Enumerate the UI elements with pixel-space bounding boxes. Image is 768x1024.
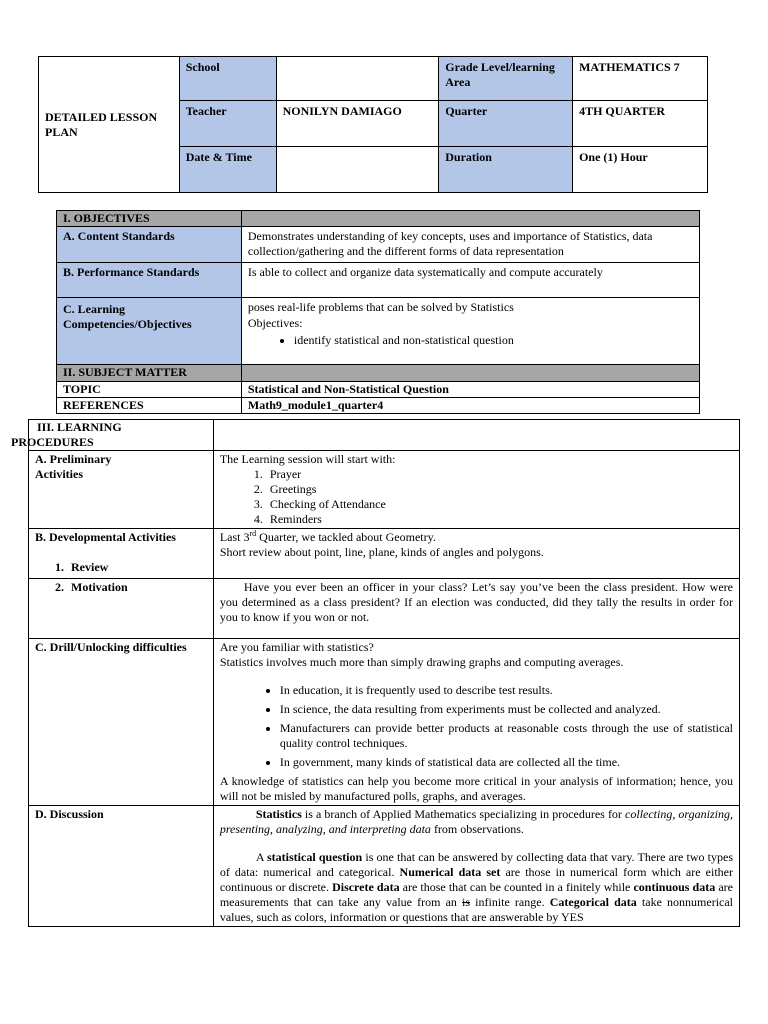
- references-value: Math9_module1_quarter4: [241, 398, 699, 414]
- drill-cell: [213, 639, 739, 806]
- list-item: 4. Reminders: [266, 512, 733, 527]
- list-item: • In education, it is frequently used to describe test results.: [280, 683, 733, 698]
- competencies-label: C. Learning Competencies/Objectives: [57, 298, 242, 365]
- drill-question: Are you familiar with statistics?: [219, 640, 374, 654]
- discussion-paragraph-2: A statistical question is one that can be answered by collecting data that vary. There are two types of data: numerical and categorical. Numerical data set are those in numerical form which are either continuous or discrete. Discrete data are those that can be counted in a finitely while continuous data are measurements that can take any value from an is infinite range. Categorical data take nonnumerical values, such as colors, information or questions that are answerable by YES: [219, 850, 734, 924]
- header-table: [38, 56, 708, 193]
- content-standards-label: A. Content Standards: [57, 227, 242, 263]
- list-item: • In government, many kinds of statistical data are collected all the time.: [280, 755, 733, 770]
- discussion-paragraph-1: Statistics is a branch of Applied Mathematics specializing in procedures for collecting, organizing, presenting, analyzing, and interpreting data from observations.: [219, 807, 733, 836]
- teacher-value: NONILYN DAMIAGO: [276, 101, 439, 147]
- list-item: 2. Greetings: [266, 482, 733, 497]
- preliminary-intro: The Learning session will start with:: [219, 452, 396, 466]
- review-cell: [213, 529, 739, 579]
- procedures-heading: [11, 420, 214, 451]
- review-label: 1. Review: [67, 560, 207, 575]
- review-line2: Short review about point, line, plane, kinds of angles and polygons.: [219, 545, 544, 559]
- content-standards-text: Demonstrates understanding of key concepts, uses and importance of Statistics, data collection/gathering and the different forms of data representation: [241, 227, 699, 263]
- procedures-heading-line1: III. LEARNING: [37, 420, 122, 434]
- duration-label: Duration: [439, 147, 573, 193]
- discussion-label: D. Discussion: [29, 806, 214, 927]
- references-label: REFERENCES: [57, 398, 242, 414]
- subject-matter-heading: II. SUBJECT MATTER: [57, 365, 242, 382]
- competencies-cell: [241, 298, 699, 365]
- school-value: [276, 57, 439, 101]
- procedures-heading-line2: PROCEDURES: [11, 435, 94, 449]
- datetime-value: [276, 147, 439, 193]
- drill-intro: Statistics involves much more than simply drawing graphs and computing averages.: [219, 655, 624, 669]
- drill-conclusion: A knowledge of statistics can help you become more critical in your analysis of information; hence, you will not be misled by manufactured polls, graphs, and averages.: [219, 774, 733, 803]
- objectives-heading: I. OBJECTIVES: [57, 211, 242, 227]
- list-item: • Manufacturers can provide better products at reasonable costs through the use of statistical quality control techniques.: [280, 721, 733, 751]
- quarter-value: 4TH QUARTER: [573, 101, 708, 147]
- list-item: • identify statistical and non-statistical question: [294, 333, 693, 348]
- objectives-table: [56, 210, 700, 414]
- drill-list: [220, 683, 733, 770]
- school-label: School: [179, 57, 276, 101]
- topic-value: Statistical and Non-Statistical Question: [241, 382, 699, 398]
- duration-value: One (1) Hour: [573, 147, 708, 193]
- drill-label: C. Drill/Unlocking difficulties: [29, 639, 214, 806]
- grade-label: Grade Level/learning Area: [439, 57, 573, 101]
- quarter-label: Quarter: [439, 101, 573, 147]
- discussion-cell: [213, 806, 739, 927]
- preliminary-label: A. Preliminary Activities: [29, 451, 214, 529]
- developmental-label-cell: [29, 529, 214, 579]
- developmental-label: B. Developmental Activities: [35, 530, 176, 544]
- competencies-text: poses real-life problems that can be solved by Statistics: [247, 300, 514, 314]
- datetime-label: Date & Time: [179, 147, 276, 193]
- performance-standards-label: B. Performance Standards: [57, 263, 242, 298]
- objectives-list: [248, 333, 693, 348]
- plan-title: DETAILED LESSON PLAN: [39, 57, 180, 193]
- review-line1: Last 3rd Quarter, we tackled about Geometry.: [219, 529, 436, 544]
- preliminary-list: [220, 467, 733, 527]
- list-item: 3. Checking of Attendance: [266, 497, 733, 512]
- procedures-table: [11, 419, 740, 927]
- preliminary-cell: [213, 451, 739, 529]
- topic-label: TOPIC: [57, 382, 242, 398]
- motivation-label: 2. Motivation: [67, 580, 207, 595]
- objectives-label: Objectives:: [247, 316, 303, 330]
- teacher-label: Teacher: [179, 101, 276, 147]
- grade-value: MATHEMATICS 7: [573, 57, 708, 101]
- motivation-text: Have you ever been an officer in your class? Let’s say you’ve been the class president. How were you determined as a class president? If an election was conducted, did they tally the results in order for you to know if you won or not.: [213, 579, 739, 639]
- performance-standards-text: Is able to collect and organize data systematically and compute accurately: [241, 263, 699, 298]
- list-item: • In science, the data resulting from experiments must be collected and analyzed.: [280, 702, 733, 717]
- list-item: 1. Prayer: [266, 467, 733, 482]
